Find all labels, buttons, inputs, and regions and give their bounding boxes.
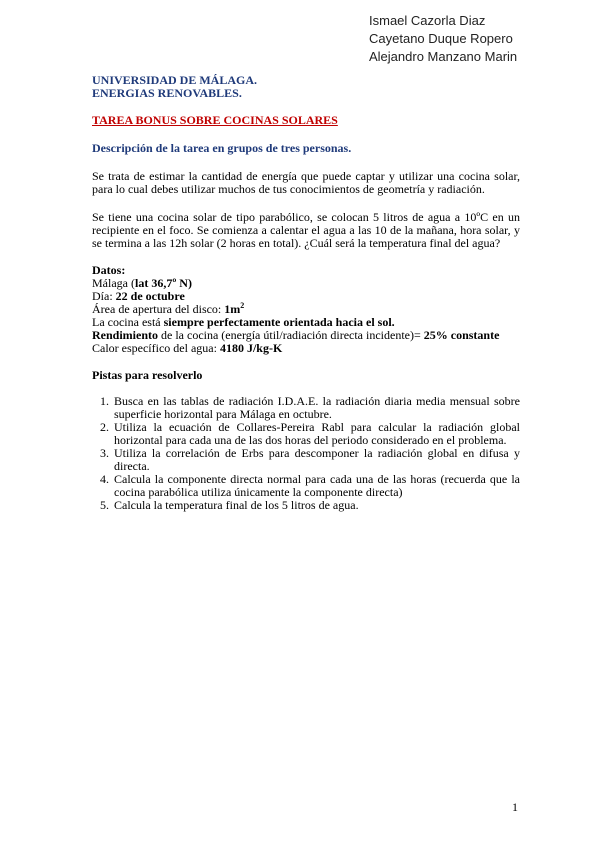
university-name: UNIVERSIDAD DE MÁLAGA. <box>92 73 258 87</box>
task-title: TAREA BONUS SOBRE COCINAS SOLARES <box>92 113 338 127</box>
author-name: Cayetano Duque Ropero <box>369 31 513 46</box>
hints-title: Pistas para resolverlo <box>92 368 203 382</box>
intro-paragraph: Se trata de estimar la cantidad de energía que puede captar y utilizar una cocina solar, para lo cual debes utilizar muchos de tus conocimientos de geometría y radiación. <box>92 169 520 196</box>
location-label: Málaga ( <box>92 276 135 290</box>
orientation-value: siempre perfectamente orientada hacia el sol. <box>163 315 395 329</box>
page-number: 1 <box>512 800 518 814</box>
heat-label: Calor específico del agua: <box>92 341 220 355</box>
author-name: Ismael Cazorla Diaz <box>369 13 486 28</box>
hints-list <box>92 395 520 512</box>
area-label: Área de apertura del disco: <box>92 302 225 316</box>
document-body <box>92 74 520 512</box>
area-value: 1m <box>224 302 241 316</box>
description-title: Descripción de la tarea en grupos de tres personas. <box>92 141 352 155</box>
hint-item: 5. Calcula la temperatura final de los 5 litros de agua. <box>112 499 520 512</box>
data-section <box>92 264 520 355</box>
efficiency-label: Rendimiento <box>92 328 158 342</box>
hint-item: 4. Calcula la componente directa normal para cada una de las horas (recuerda que la cocina parabólica utiliza únicamente la componente directa) <box>112 473 520 499</box>
efficiency-text: de la cocina (energía útil/radiación directa incidente)= <box>158 328 424 342</box>
area-exponent: 2 <box>240 301 245 310</box>
author-list <box>369 12 517 66</box>
author-name: Alejandro Manzano Marin <box>369 49 518 64</box>
day-value: 22 de octubre <box>115 289 185 303</box>
hint-item: 3. Utiliza la correlación de Erbs para descomponer la radiación global en difusa y directa. <box>112 447 520 473</box>
day-label: Día: <box>92 289 116 303</box>
hint-item: 2. Utiliza la ecuación de Collares-Pereira Rabl para calcular la radiación global horizontal para cada una de las dos horas del periodo considerado en el problema. <box>112 421 520 447</box>
data-title: Datos: <box>92 263 126 277</box>
location-value: lat 36,7º N) <box>134 276 192 290</box>
problem-paragraph: Se tiene una cocina solar de tipo parabólico, se colocan 5 litros de agua a 10ºC en un recipiente en el foco. Se comienza a calentar el agua a las 10 de la mañana, hora solar, y se termina a las 12h solar (2 horas en total). ¿Cuál será la temperatura final del agua? <box>92 210 520 250</box>
efficiency-value: 25% constante <box>423 328 500 342</box>
data-specific-heat <box>92 342 520 355</box>
subject-name: ENERGIAS RENOVABLES. <box>92 86 242 100</box>
orientation-label: La cocina está <box>92 315 164 329</box>
hint-item: 1. Busca en las tablas de radiación I.D.A.E. la radiación diaria media mensual sobre superficie horizontal para Málaga en octubre. <box>112 395 520 421</box>
heat-value: 4180 J/kg-K <box>219 341 283 355</box>
